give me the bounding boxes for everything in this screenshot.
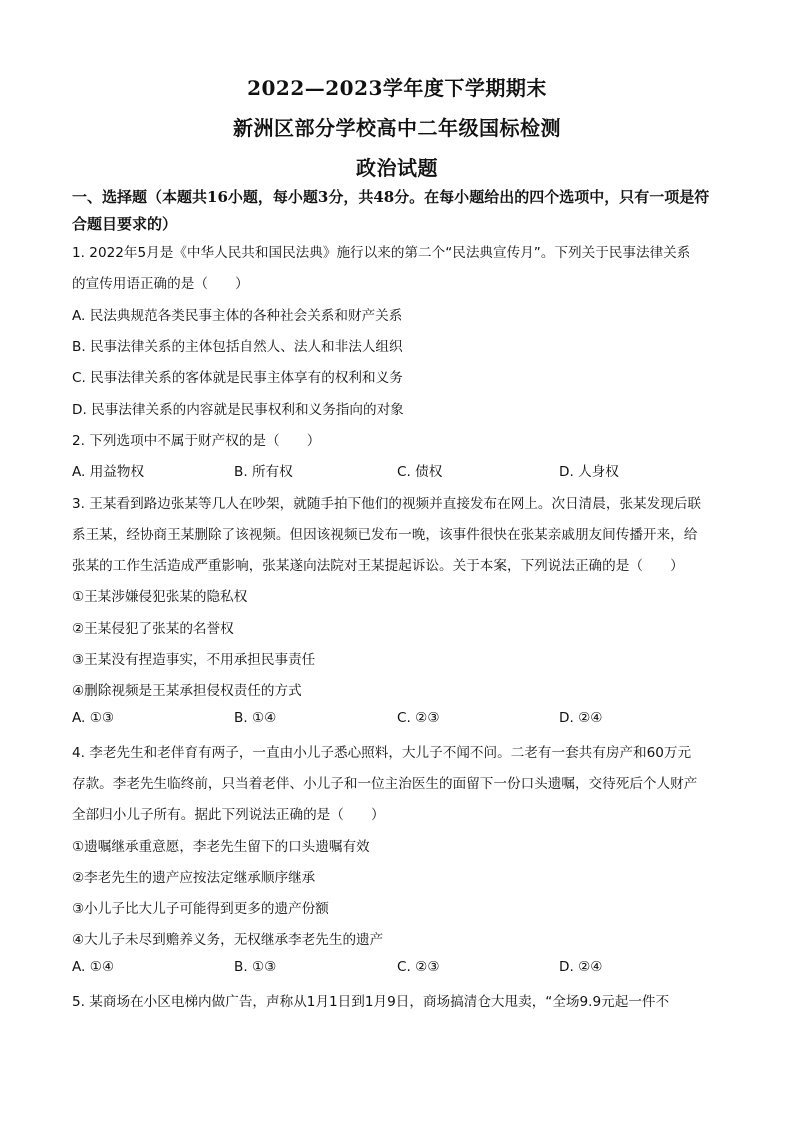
q4-statement-3: ③小儿子比大儿子可能得到更多的遗产份额 bbox=[72, 901, 329, 917]
exam-subject-title: 政治试题 bbox=[356, 156, 438, 180]
exam-school-title: 新洲区部分学校高中二年级国标检测 bbox=[233, 116, 561, 140]
q3-option-c: C. ②③ bbox=[397, 710, 440, 726]
q1-stem-line-1: 1. 2022年5月是《中华人民共和国民法典》施行以来的第二个“民法典宣传月”。下列关于民事法律关系 bbox=[72, 245, 691, 261]
q4-option-d: D. ②④ bbox=[559, 959, 603, 975]
q3-option-a: A. ①③ bbox=[72, 710, 115, 726]
q3-option-b: B. ①④ bbox=[234, 710, 277, 726]
q2-option-c: C. 债权 bbox=[397, 464, 443, 480]
q3-statement-1: ①王某涉嫌侵犯张某的隐私权 bbox=[72, 589, 248, 605]
q5-stem-line-1: 5. 某商场在小区电梯内做广告，声称从1月1日到1月9日，商场搞清仓大甩卖，“全场9.9元起一件不 bbox=[72, 994, 670, 1010]
q4-stem-line-3: 全部归小儿子所有。据此下列说法正确的是（ ） bbox=[72, 807, 385, 823]
q3-stem-line-1: 3. 王某看到路边张某等几人在吵架，就随手拍下他们的视频并直接发布在网上。次日清晨，张某发现后联 bbox=[72, 496, 702, 512]
q3-stem-line-3: 张某的工作生活造成严重影响，张某遂向法院对王某提起诉讼。关于本案，下列说法正确的是（ ） bbox=[72, 558, 684, 574]
q4-statement-1: ①遗嘱继承重意愿，李老先生留下的口头遗嘱有效 bbox=[72, 839, 370, 855]
q4-option-a: A. ①④ bbox=[72, 959, 115, 975]
q4-stem-line-1: 4. 李老先生和老伴育有两子，一直由小儿子悉心照料，大儿子不闻不问。二老有一套共有房产和60万元 bbox=[72, 745, 692, 761]
q1-option-c: C. 民事法律关系的客体就是民事主体享有的权利和义务 bbox=[72, 370, 403, 386]
q1-option-a: A. 民法典规范各类民事主体的各种社会关系和财产关系 bbox=[72, 308, 403, 324]
q1-option-d: D. 民事法律关系的内容就是民事权利和义务指向的对象 bbox=[72, 402, 404, 418]
q4-option-b: B. ①③ bbox=[234, 959, 277, 975]
q2-stem: 2. 下列选项中不属于财产权的是（ ） bbox=[72, 433, 321, 449]
q1-option-b: B. 民事法律关系的主体包括自然人、法人和非法人组织 bbox=[72, 339, 403, 355]
q2-option-a: A. 用益物权 bbox=[72, 464, 145, 480]
q3-statement-2: ②王某侵犯了张某的名誉权 bbox=[72, 621, 234, 637]
q4-stem-line-2: 存款。李老先生临终前，只当着老伴、小儿子和一位主治医生的面留下一份口头遗嘱，交待死后个人财产 bbox=[72, 776, 698, 792]
q3-statement-4: ④删除视频是王某承担侵权责任的方式 bbox=[72, 683, 302, 699]
exam-year-title: 2022—2023学年度下学期期末 bbox=[247, 76, 547, 100]
q3-stem-line-2: 系王某，经协商王某删除了该视频。但因该视频已发布一晚，该事件很快在张某亲戚朋友间传播开来，给 bbox=[72, 527, 698, 543]
q2-option-d: D. 人身权 bbox=[559, 464, 619, 480]
q4-statement-4: ④大儿子未尽到赡养义务，无权继承李老先生的遗产 bbox=[72, 932, 384, 948]
q1-stem-line-2: 的宣传用语正确的是（ ） bbox=[72, 276, 249, 292]
q2-option-b: B. 所有权 bbox=[234, 464, 293, 480]
q4-statement-2: ②李老先生的遗产应按法定继承顺序继承 bbox=[72, 870, 316, 886]
section-heading: 一、选择题（本题共16小题，每小题3分，共48分。在每小题给出的四个选项中，只有一项是符合题目要求的） bbox=[72, 188, 710, 233]
q3-option-d: D. ②④ bbox=[559, 710, 603, 726]
q4-option-c: C. ②③ bbox=[397, 959, 440, 975]
q3-statement-3: ③王某没有捏造事实，不用承担民事责任 bbox=[72, 652, 316, 668]
